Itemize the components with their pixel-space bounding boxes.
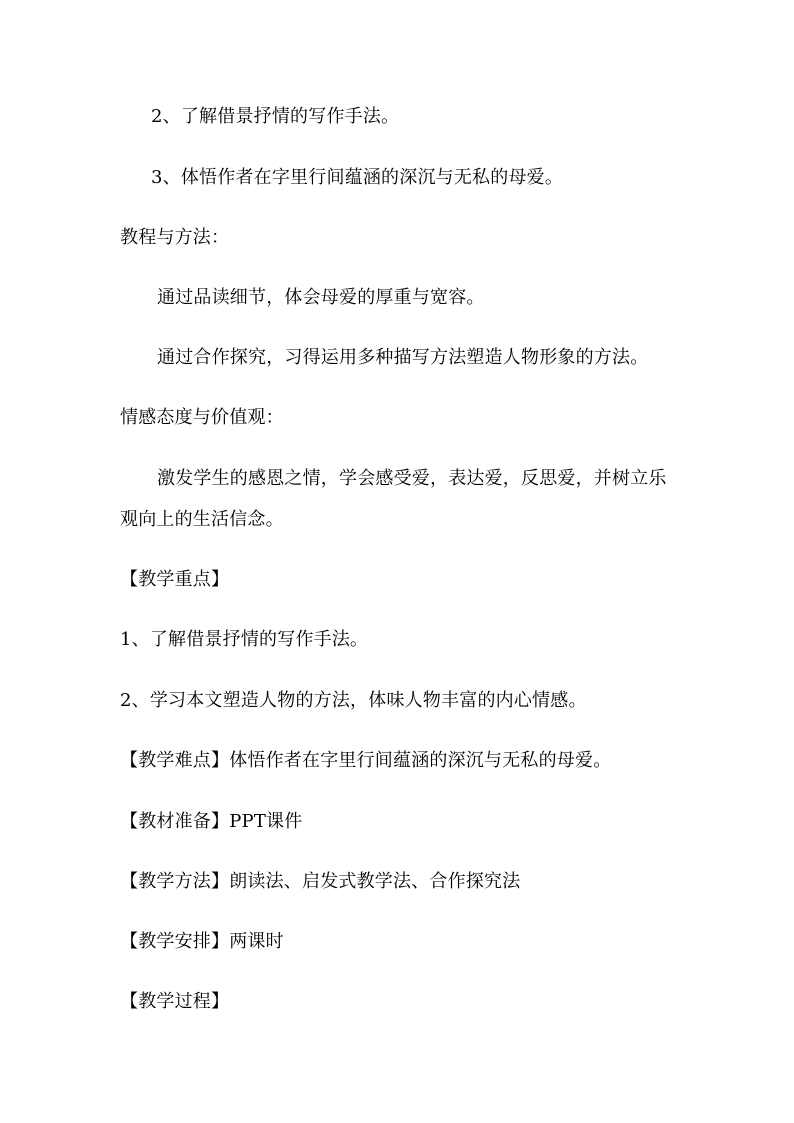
method-item-1: 通过品读细节，体会母爱的厚重与宽容。 [157,287,485,308]
method-item-2: 通过合作探究，习得运用多种描写方法塑造人物形象的方法。 [157,347,649,368]
section-heading-emotion-values: 情感态度与价值观： [120,407,284,428]
goal-item-2: 2、了解借景抒情的写作手法。 [151,106,400,127]
emotion-paragraph-line-2: 观向上的生活信念。 [120,509,284,530]
difficult-point: 【教学难点】体悟作者在字里行间蕴涵的深沉与无私的母爱。 [120,750,612,771]
section-heading-teaching-process: 【教学过程】 [120,991,230,1012]
emotion-paragraph-line-1: 激发学生的感恩之情，学会感受爱，表达爱，反思爱，并树立乐 [157,468,667,489]
teaching-methods: 【教学方法】朗读法、启发式教学法、合作探究法 [120,871,521,892]
key-point-item-1: 1、了解借景抒情的写作手法。 [120,629,369,650]
section-heading-key-points: 【教学重点】 [120,569,230,590]
section-heading-process-method: 教程与方法： [120,227,230,248]
materials-preparation: 【教材准备】PPT课件 [120,811,303,832]
goal-item-3: 3、体悟作者在字里行间蕴涵的深沉与无私的母爱。 [151,167,564,188]
key-point-item-2: 2、学习本文塑造人物的方法，体味人物丰富的内心情感。 [120,690,587,711]
teaching-schedule: 【教学安排】两课时 [120,931,284,952]
